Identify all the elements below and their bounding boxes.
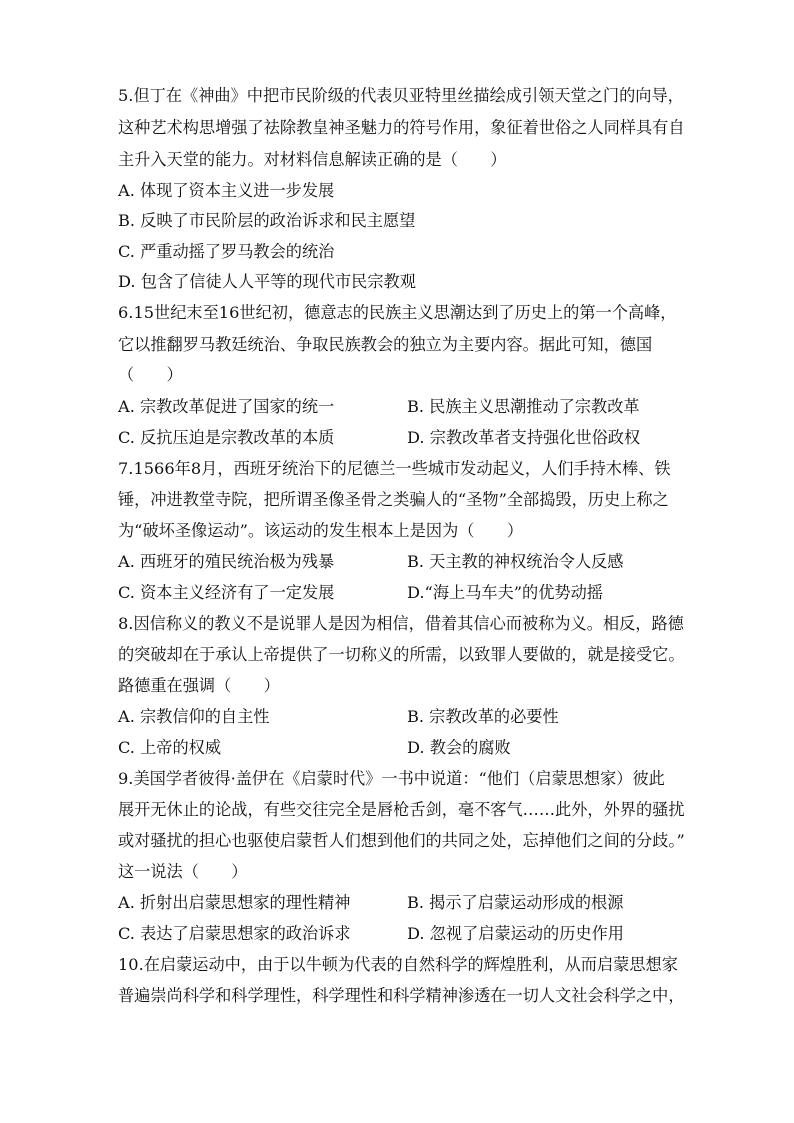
q9-option-b: B. 揭示了启蒙运动形成的根源 xyxy=(407,893,624,912)
q9-option-a: A. 折射出启蒙思想家的理性精神 xyxy=(118,893,351,912)
q8-option-c: C. 上帝的权威 xyxy=(118,738,222,757)
q6-option-b: B. 民族主义思潮推动了宗教改革 xyxy=(407,397,640,416)
q9-stem-line-4: 这一说法（ ） xyxy=(118,862,248,881)
q7-stem-line-3: 为“破坏圣像运动”。该运动的发生根本上是因为（ ） xyxy=(118,521,524,540)
q5-option-b: B. 反映了市民阶层的政治诉求和民主愿望 xyxy=(118,211,416,230)
q9-stem-line-3: 或对骚扰的担心也驱使启蒙哲人们想到他们的共同之处，忘掉他们之间的分歧。” xyxy=(118,831,685,850)
q8-option-d: D. 教会的腐败 xyxy=(407,738,511,757)
q7-option-d: D.“海上马车夫”的优势动摇 xyxy=(407,583,603,602)
q9-option-c: C. 表达了启蒙思想家的政治诉求 xyxy=(118,924,351,943)
q8-stem-line-2: 的突破却在于承认上帝提供了一切称义的所需，以致罪人要做的，就是接受它。 xyxy=(118,645,685,664)
q6-stem-line-3: （ ） xyxy=(118,365,183,384)
q5-option-d: D. 包含了信徒人人平等的现代市民宗教观 xyxy=(118,272,416,291)
q5-stem-line-3: 主升入天堂的能力。对材料信息解读正确的是（ ） xyxy=(118,150,507,169)
q7-option-a: A. 西班牙的殖民统治极为残暴 xyxy=(118,552,335,571)
q6-option-a: A. 宗教改革促进了国家的统一 xyxy=(118,397,335,416)
q6-stem-line-1: 6.15世纪末至16世纪初，德意志的民族主义思潮达到了历史上的第一个高峰， xyxy=(118,303,677,322)
q7-stem-line-2: 锤，冲进教堂寺院，把所谓圣像圣骨之类骗人的“圣物”全部捣毁，历史上称之 xyxy=(118,490,669,509)
q5-stem-line-1: 5.但丁在《神曲》中把市民阶级的代表贝亚特里丝描绘成引领天堂之门的向导， xyxy=(118,86,684,105)
q8-option-b: B. 宗教改革的必要性 xyxy=(407,707,559,726)
q6-stem-line-2: 它以推翻罗马教廷统治、争取民族教会的独立为主要内容。据此可知，德国 xyxy=(118,335,653,354)
q7-stem-line-1: 7.1566年8月，西班牙统治下的尼德兰一些城市发动起义，人们手持木棒、铁 xyxy=(118,459,671,478)
q5-option-a: A. 体现了资本主义进一步发展 xyxy=(118,181,335,200)
q8-stem-line-3: 路德重在强调（ ） xyxy=(118,676,280,695)
q6-option-d: D. 宗教改革者支持强化世俗政权 xyxy=(407,428,641,447)
q8-stem-line-1: 8.因信称义的教义不是说罪人是因为相信，借着其信心而被称为义。相反，路德 xyxy=(118,614,684,633)
q8-option-a: A. 宗教信仰的自主性 xyxy=(118,707,270,726)
q5-option-c: C. 严重动摇了罗马教会的统治 xyxy=(118,242,335,261)
q7-option-c: C. 资本主义经济有了一定发展 xyxy=(118,583,335,602)
q9-stem-line-2: 展开无休止的论战，有些交往完全是唇枪舌剑，毫不客气……此外，外界的骚扰 xyxy=(118,800,685,819)
q9-stem-line-1: 9.美国学者彼得·盖伊在《启蒙时代》一书中说道：“他们（启蒙思想家）彼此 xyxy=(118,769,665,788)
q6-option-c: C. 反抗压迫是宗教改革的本质 xyxy=(118,428,335,447)
q10-stem-line-2: 普遍崇尚科学和科学理性，科学理性和科学精神渗透在一切人文社会科学之中， xyxy=(118,986,685,1005)
q10-stem-line-1: 10.在启蒙运动中，由于以牛顿为代表的自然科学的辉煌胜利，从而启蒙思想家 xyxy=(118,955,678,974)
q7-option-b: B. 天主教的神权统治令人反感 xyxy=(407,552,624,571)
q9-option-d: D. 忽视了启蒙运动的历史作用 xyxy=(407,924,624,943)
q5-stem-line-2: 这种艺术构思增强了祛除教皇神圣魅力的符号作用，象征着世俗之人同样具有自 xyxy=(118,118,685,137)
